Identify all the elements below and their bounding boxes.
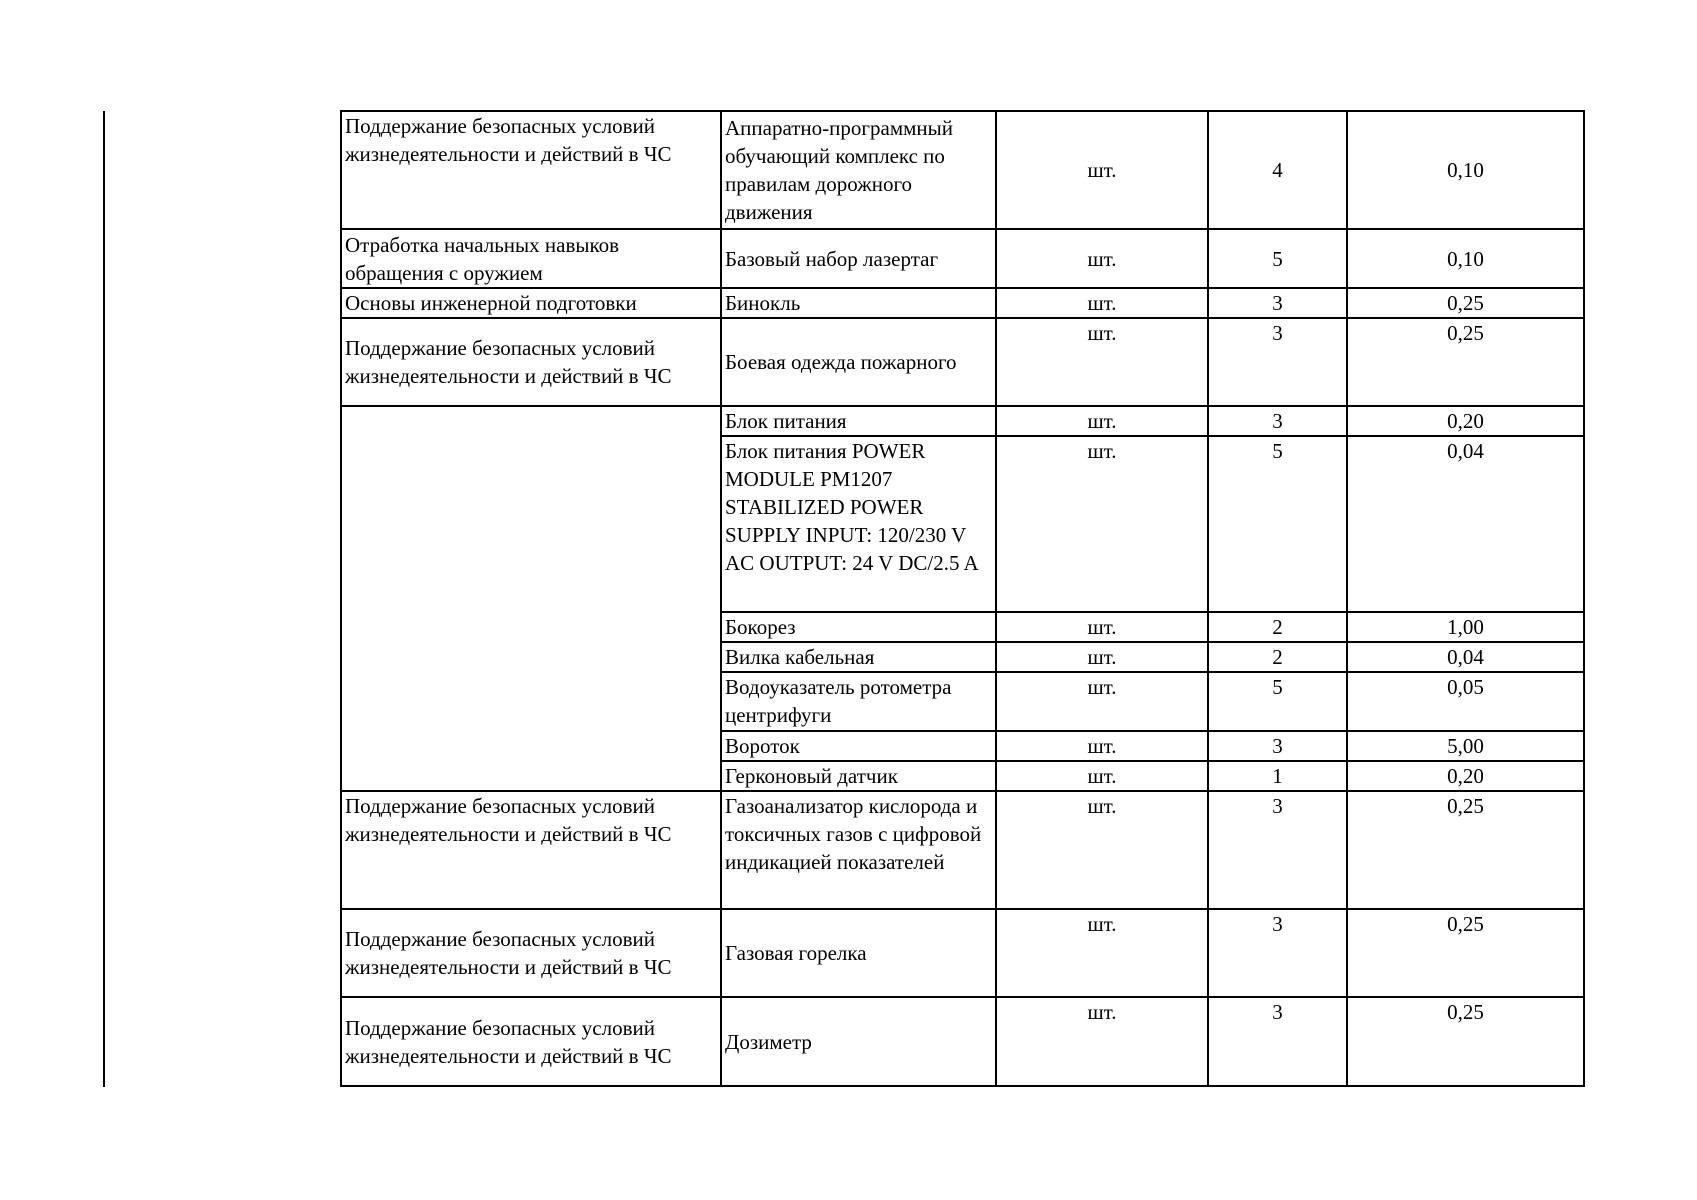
item-name-cell: Вилка кабельная	[721, 642, 996, 672]
value-cell: 1,00	[1347, 612, 1584, 642]
table-row	[341, 288, 1584, 318]
quantity-cell: 5	[1208, 436, 1347, 612]
unit-cell: шт.	[996, 406, 1208, 436]
value-cell: 0,04	[1347, 436, 1584, 612]
value-cell: 0,25	[1347, 909, 1584, 997]
section-cell: Поддержание безопасных условий жизнедеятельности и действий в ЧС	[341, 791, 721, 909]
section-cell: Отработка начальных навыков обращения с оружием	[341, 229, 721, 288]
value-cell: 0,25	[1347, 791, 1584, 909]
table-row	[341, 997, 1584, 1086]
quantity-cell: 4	[1208, 111, 1347, 229]
unit-cell: шт.	[996, 229, 1208, 288]
value-cell: 0,25	[1347, 288, 1584, 318]
table-row	[341, 406, 1584, 436]
value-cell: 5,00	[1347, 731, 1584, 761]
value-cell: 0,25	[1347, 318, 1584, 406]
item-name-cell: Блок питания	[721, 406, 996, 436]
quantity-cell: 3	[1208, 997, 1347, 1086]
quantity-cell: 2	[1208, 642, 1347, 672]
table-row	[341, 791, 1584, 909]
quantity-cell: 2	[1208, 612, 1347, 642]
section-cell: Поддержание безопасных условий жизнедеятельности и действий в ЧС	[341, 909, 721, 997]
value-cell: 0,10	[1347, 111, 1584, 229]
quantity-cell: 1	[1208, 761, 1347, 791]
section-cell: Поддержание безопасных условий жизнедеятельности и действий в ЧС	[341, 318, 721, 406]
quantity-cell: 3	[1208, 288, 1347, 318]
quantity-cell: 3	[1208, 406, 1347, 436]
value-cell: 0,04	[1347, 642, 1584, 672]
quantity-cell: 3	[1208, 318, 1347, 406]
section-cell	[341, 406, 721, 791]
unit-cell: шт.	[996, 612, 1208, 642]
item-name-cell: Вороток	[721, 731, 996, 761]
unit-cell: шт.	[996, 436, 1208, 612]
item-name-cell: Бокорез	[721, 612, 996, 642]
section-cell: Основы инженерной подготовки	[341, 288, 721, 318]
unit-cell: шт.	[996, 909, 1208, 997]
quantity-cell: 3	[1208, 909, 1347, 997]
page-margin-line	[103, 111, 105, 1087]
quantity-cell: 3	[1208, 791, 1347, 909]
item-name-cell: Газовая горелка	[721, 909, 996, 997]
quantity-cell: 3	[1208, 731, 1347, 761]
table-row	[341, 318, 1584, 406]
unit-cell: шт.	[996, 672, 1208, 731]
table-row	[341, 229, 1584, 288]
item-name-cell: Водоуказатель ротометра центрифуги	[721, 672, 996, 731]
section-cell: Поддержание безопасных условий жизнедеятельности и действий в ЧС	[341, 111, 721, 229]
item-name-cell: Базовый набор лазертаг	[721, 229, 996, 288]
unit-cell: шт.	[996, 111, 1208, 229]
table-row	[341, 909, 1584, 997]
unit-cell: шт.	[996, 288, 1208, 318]
quantity-cell: 5	[1208, 229, 1347, 288]
item-name-cell: Дозиметр	[721, 997, 996, 1086]
quantity-cell: 5	[1208, 672, 1347, 731]
item-name-cell: Аппаратно-программный обучающий комплекс по правилам дорожного движения	[721, 111, 996, 229]
equipment-table	[340, 110, 1585, 1087]
unit-cell: шт.	[996, 318, 1208, 406]
unit-cell: шт.	[996, 761, 1208, 791]
item-name-cell: Боевая одежда пожарного	[721, 318, 996, 406]
item-name-cell: Блок питания POWER MODULE PM1207 STABILIZED POWER SUPPLY INPUT: 120/230 V AC OUTPUT: 24 V DC/2.5 A	[721, 436, 996, 612]
unit-cell: шт.	[996, 731, 1208, 761]
unit-cell: шт.	[996, 642, 1208, 672]
unit-cell: шт.	[996, 791, 1208, 909]
value-cell: 0,20	[1347, 761, 1584, 791]
unit-cell: шт.	[996, 997, 1208, 1086]
value-cell: 0,25	[1347, 997, 1584, 1086]
item-name-cell: Герконовый датчик	[721, 761, 996, 791]
item-name-cell: Бинокль	[721, 288, 996, 318]
table-row	[341, 111, 1584, 229]
section-cell: Поддержание безопасных условий жизнедеятельности и действий в ЧС	[341, 997, 721, 1086]
item-name-cell: Газоанализатор кислорода и токсичных газов с цифровой индикацией показателей	[721, 791, 996, 909]
value-cell: 0,20	[1347, 406, 1584, 436]
value-cell: 0,05	[1347, 672, 1584, 731]
value-cell: 0,10	[1347, 229, 1584, 288]
